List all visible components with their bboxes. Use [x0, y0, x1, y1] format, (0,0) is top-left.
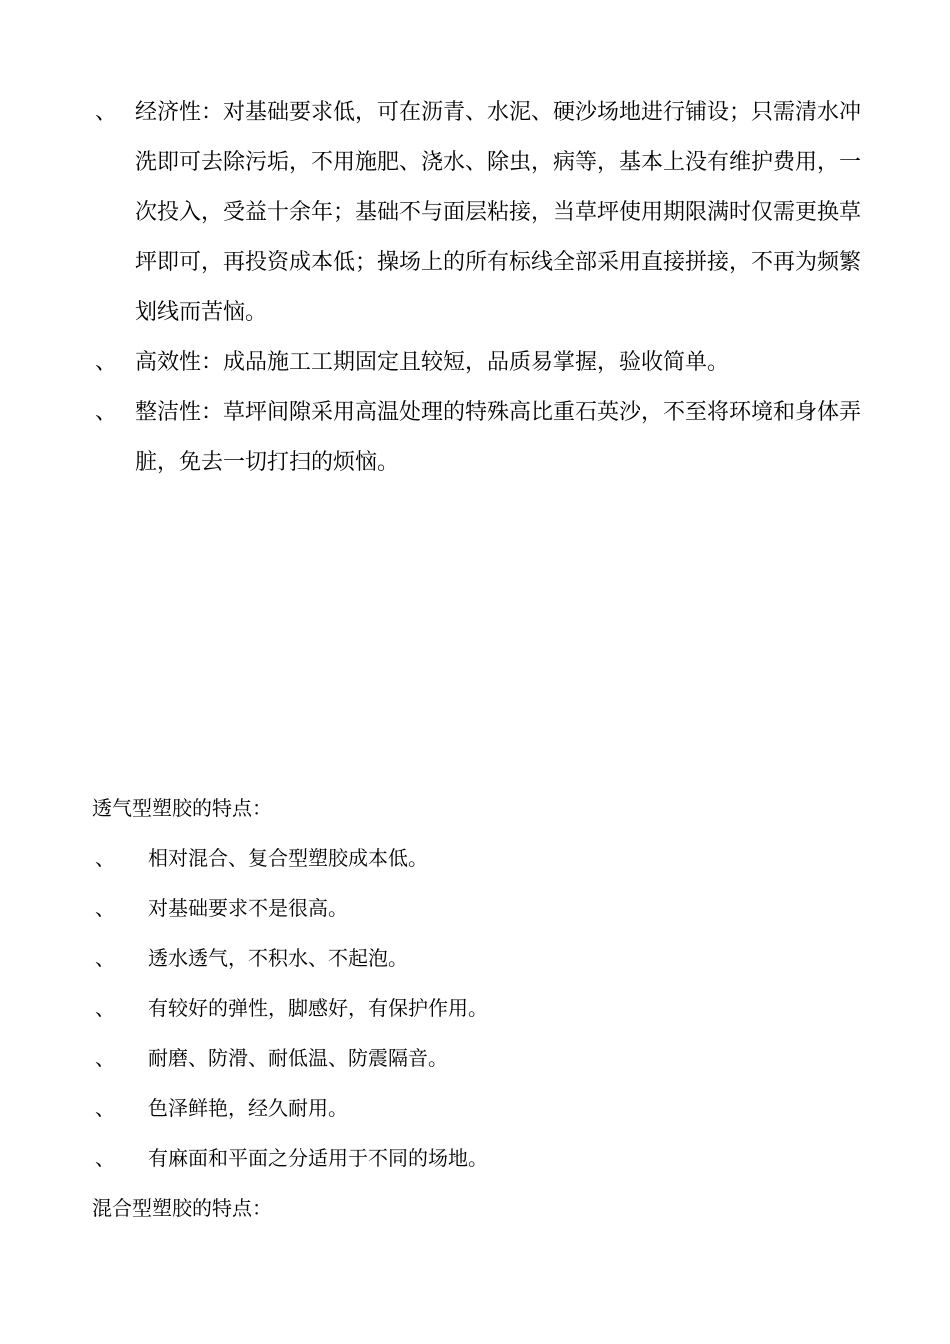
list-item-text: 有麻面和平面之分适用于不同的场地。: [148, 1146, 488, 1170]
list-item: [95, 1143, 865, 1193]
list-bullet: 、: [95, 100, 118, 125]
list-item: [95, 993, 865, 1043]
list-item-economy: [95, 88, 865, 338]
list-item-text: 对基础要求不是很高。: [148, 896, 348, 920]
list-item-text: 高效性：成品施工工期固定且较短，品质易掌握，验收简单。: [135, 350, 730, 375]
list-item-text: 耐磨、防滑、耐低温、防震隔音。: [148, 1046, 448, 1070]
list-item-text: 经济性：对基础要求低，可在沥青、水泥、硬沙场地进行铺设；只需清水冲洗即可去除污垢，不用施肥、浇水、除虫，病等，基本上没有维护费用，一次投入，受益十余年；基础不与面层粘接，当草坪使用期限满时仅需更换草坪即可，再投资成本低；操场上的所有标线全部采用直接拼接，不再为频繁划线而苦恼。: [135, 100, 862, 325]
list-bullet: 、: [95, 1046, 115, 1070]
list-bullet: 、: [95, 846, 115, 870]
list-bullet: 、: [95, 350, 118, 375]
list-bullet: 、: [95, 996, 115, 1020]
list-bullet: 、: [95, 946, 115, 970]
features-list-breathable: [95, 843, 865, 1193]
list-item-efficiency: [95, 338, 865, 388]
list-item-text: 色泽鲜艳，经久耐用。: [148, 1096, 348, 1120]
list-bullet: 、: [95, 1096, 115, 1120]
list-item-text: 相对混合、复合型塑胶成本低。: [148, 846, 428, 870]
features-list-turf: [95, 88, 865, 488]
list-bullet: 、: [95, 1146, 115, 1170]
list-bullet: 、: [95, 896, 115, 920]
list-item: [95, 943, 865, 993]
list-item-cleanliness: [95, 388, 865, 488]
list-item-text: 有较好的弹性，脚感好，有保护作用。: [148, 996, 488, 1020]
section-heading-mixed: 混合型塑胶的特点：: [92, 1196, 272, 1220]
list-item-text: 透水透气，不积水、不起泡。: [148, 946, 408, 970]
list-item-text: 整洁性：草坪间隙采用高温处理的特殊高比重石英沙，不至将环境和身体弄脏，免去一切打扫的烦恼。: [135, 400, 862, 475]
section-heading-breathable: 透气型塑胶的特点：: [92, 796, 272, 820]
list-item: [95, 843, 865, 893]
list-bullet: 、: [95, 400, 118, 425]
list-item: [95, 893, 865, 943]
list-item: [95, 1043, 865, 1093]
list-item: [95, 1093, 865, 1143]
